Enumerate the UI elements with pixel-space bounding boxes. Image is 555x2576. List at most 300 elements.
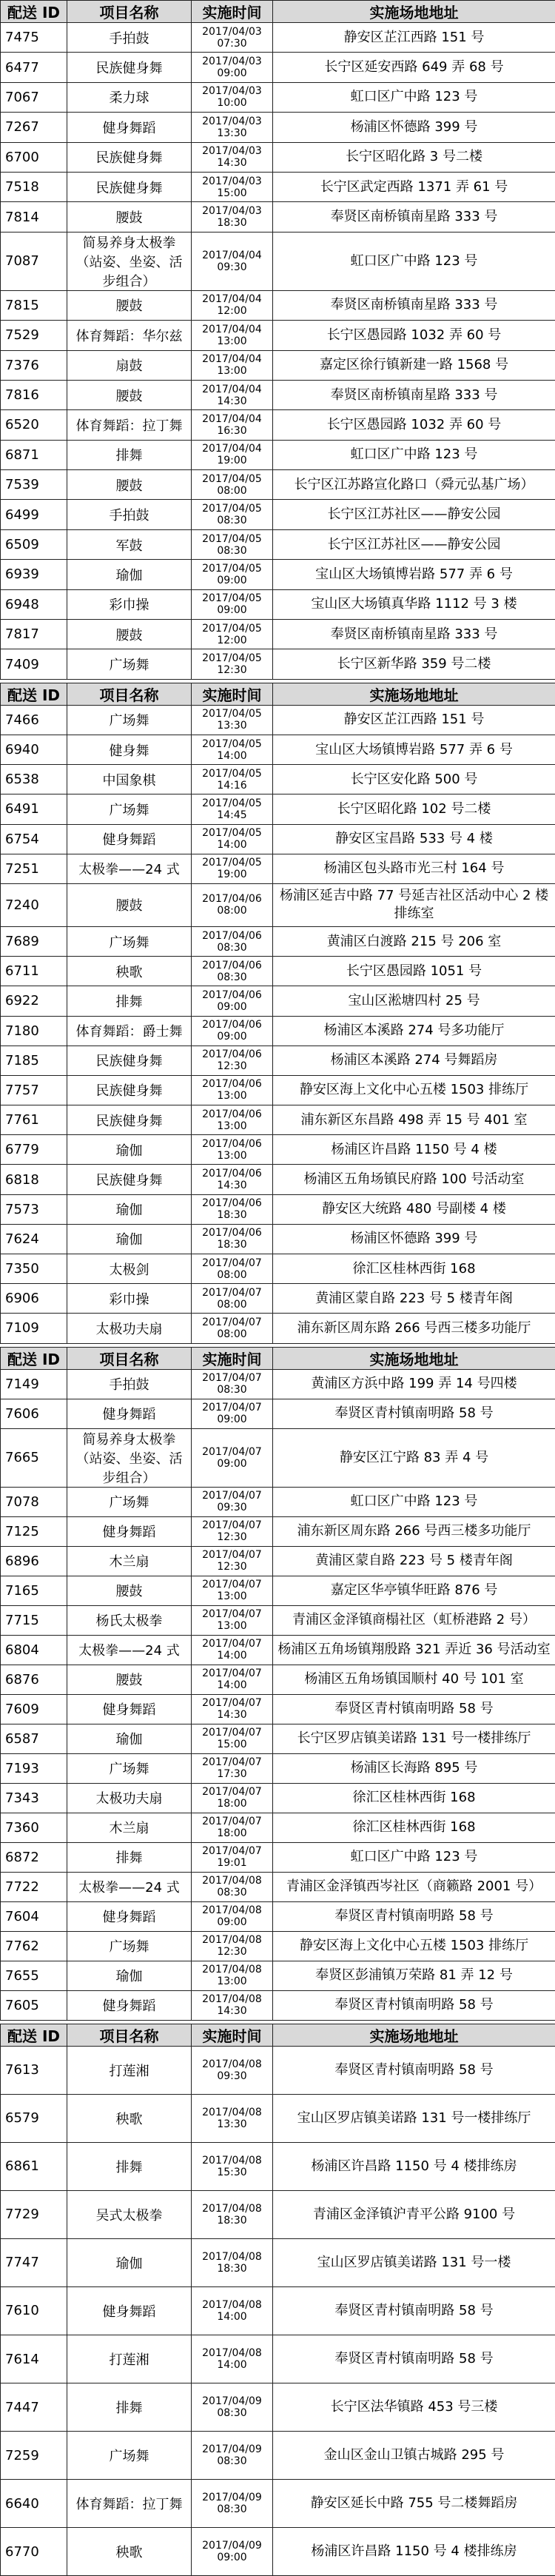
date-text: 2017/04/05 <box>196 473 268 485</box>
clock-text: 09:00 <box>196 1031 268 1043</box>
delivery-id-cell: 7747 <box>1 2238 67 2286</box>
time-cell <box>192 23 273 53</box>
time-cell <box>192 232 273 290</box>
delivery-id-cell: 7573 <box>1 1194 67 1224</box>
time-cell <box>192 290 273 320</box>
delivery-id-cell: 7762 <box>1 1931 67 1961</box>
address-cell: 虹口区广中路 123 号 <box>273 1842 555 1872</box>
address-cell: 徐汇区桂林西街 168 <box>273 1254 555 1284</box>
time-cell <box>192 957 273 986</box>
table-row <box>1 1016 555 1046</box>
address-cell: 长宁区愚园路 1032 弄 60 号 <box>273 321 555 350</box>
time-cell <box>192 1605 273 1635</box>
date-text: 2017/04/03 <box>196 145 268 157</box>
time-cell <box>192 1016 273 1046</box>
project-name-cell: 杨氏太极拳 <box>67 1605 192 1635</box>
address-cell: 静安区宝昌路 533 号 4 楼 <box>273 824 555 854</box>
delivery-id-cell: 6491 <box>1 794 67 824</box>
header-delivery-id: 配送 ID <box>1 683 67 705</box>
time-cell <box>192 560 273 589</box>
time-cell <box>192 82 273 112</box>
clock-text: 08:30 <box>196 515 268 526</box>
date-text: 2017/04/08 <box>196 2251 268 2263</box>
address-cell: 长宁区新华路 359 号二楼 <box>273 649 555 679</box>
time-cell <box>192 794 273 824</box>
table-row <box>1 765 555 794</box>
address-cell: 宝山区淞塘四村 25 号 <box>273 986 555 1016</box>
project-name-cell: 排舞 <box>67 1842 192 1872</box>
header-delivery-id: 配送 ID <box>1 1347 67 1369</box>
date-text: 2017/04/09 <box>196 2540 268 2552</box>
table-row <box>1 321 555 350</box>
date-text: 2017/04/07 <box>196 1638 268 1650</box>
header-address: 实施场地地址 <box>273 1347 555 1369</box>
delivery-id-cell: 6896 <box>1 1546 67 1576</box>
project-name-cell: 瑜伽 <box>67 560 192 589</box>
time-cell <box>192 1931 273 1961</box>
date-text: 2017/04/09 <box>196 2395 268 2407</box>
date-text: 2017/04/07 <box>196 1372 268 1384</box>
table-row <box>1 2335 555 2383</box>
clock-text: 16:30 <box>196 425 268 437</box>
table-row <box>1 1901 555 1931</box>
time-cell <box>192 410 273 440</box>
address-cell: 青浦区金泽镇西岑社区（商籁路 2001 号） <box>273 1872 555 1901</box>
table-row <box>1 1783 555 1813</box>
project-name-cell: 木兰扇 <box>67 1813 192 1842</box>
schedule-table <box>0 2024 555 2576</box>
delivery-id-cell: 7624 <box>1 1224 67 1254</box>
address-cell: 奉贤区南桥镇南星路 333 号 <box>273 290 555 320</box>
table-row <box>1 735 555 765</box>
time-cell <box>192 1046 273 1075</box>
time-cell <box>192 1783 273 1813</box>
address-cell: 长宁区延安西路 649 弄 68 号 <box>273 53 555 82</box>
header-address: 实施场地地址 <box>273 1 555 23</box>
clock-text: 15:00 <box>196 187 268 199</box>
project-name-cell: 太极拳——24 式 <box>67 1635 192 1665</box>
date-text: 2017/04/07 <box>196 1727 268 1739</box>
table-row <box>1 2432 555 2480</box>
project-name-cell: 民族健身舞 <box>67 53 192 82</box>
project-name-cell: 健身舞蹈 <box>67 1516 192 1546</box>
table-row <box>1 2142 555 2190</box>
project-name-cell: 手拍鼓 <box>67 23 192 53</box>
project-name-cell: 体育舞蹈：爵士舞 <box>67 1016 192 1046</box>
delivery-id-cell: 7529 <box>1 321 67 350</box>
table-row <box>1 926 555 956</box>
time-cell <box>192 202 273 232</box>
table-row <box>1 142 555 172</box>
time-cell <box>192 1075 273 1105</box>
table-row <box>1 1487 555 1516</box>
table-row <box>1 380 555 409</box>
delivery-id-cell: 7475 <box>1 23 67 53</box>
project-name-cell: 体育舞蹈：华尔兹 <box>67 321 192 350</box>
clock-text: 09:00 <box>196 1458 268 1470</box>
date-text: 2017/04/04 <box>196 250 268 261</box>
clock-text: 08:00 <box>196 1328 268 1340</box>
clock-text: 09:30 <box>196 2070 268 2082</box>
date-text: 2017/04/07 <box>196 1697 268 1709</box>
clock-text: 08:00 <box>196 485 268 497</box>
time-cell <box>192 2432 273 2480</box>
date-text: 2017/04/07 <box>196 1667 268 1679</box>
date-text: 2017/04/07 <box>196 1608 268 1620</box>
delivery-id-cell: 6499 <box>1 500 67 529</box>
delivery-id-cell: 7125 <box>1 1516 67 1546</box>
table-row <box>1 1665 555 1694</box>
project-name-cell: 健身舞蹈 <box>67 2286 192 2335</box>
project-name-cell: 健身舞蹈 <box>67 1694 192 1724</box>
date-text: 2017/04/03 <box>196 116 268 127</box>
address-cell: 青浦区金泽镇沪青平公路 9100 号 <box>273 2190 555 2238</box>
time-cell <box>192 172 273 201</box>
time-cell <box>192 2383 273 2432</box>
table-row <box>1 1254 555 1284</box>
clock-text: 08:00 <box>196 905 268 917</box>
date-text: 2017/04/06 <box>196 1019 268 1031</box>
project-name-cell: 瑜伽 <box>67 1724 192 1753</box>
clock-text: 13:00 <box>196 1090 268 1102</box>
table-row <box>1 957 555 986</box>
address-cell: 嘉定区华亭镇华旺路 876 号 <box>273 1576 555 1605</box>
project-name-cell: 腰鼓 <box>67 202 192 232</box>
address-cell: 宝山区罗店镇美诺路 131 号一楼 <box>273 2238 555 2286</box>
address-cell: 奉贤区青村镇南明路 58 号 <box>273 1694 555 1724</box>
table-row <box>1 1194 555 1224</box>
time-cell <box>192 1224 273 1254</box>
delivery-id-cell: 7655 <box>1 1961 67 1990</box>
address-cell: 杨浦区五角场镇国顺村 40 号 101 室 <box>273 1665 555 1694</box>
clock-text: 08:00 <box>196 1269 268 1281</box>
address-cell: 长宁区江苏社区——静安公园 <box>273 500 555 529</box>
time-cell <box>192 926 273 956</box>
project-name-cell: 民族健身舞 <box>67 1075 192 1105</box>
date-text: 2017/04/09 <box>196 2492 268 2503</box>
delivery-id-cell: 7180 <box>1 1016 67 1046</box>
address-cell: 黄浦区蒙自路 223 号 5 楼青年阁 <box>273 1284 555 1314</box>
address-cell: 奉贤区青村镇南明路 58 号 <box>273 1901 555 1931</box>
address-cell: 杨浦区五角场镇翔殷路 321 弄近 36 号活动室 <box>273 1635 555 1665</box>
project-name-cell: 简易养身太极拳（站姿、坐姿、活步组合） <box>67 1428 192 1487</box>
clock-text: 14:00 <box>196 1679 268 1691</box>
clock-text: 14:00 <box>196 2359 268 2371</box>
date-text: 2017/04/04 <box>196 353 268 365</box>
project-name-cell: 打莲湘 <box>67 2335 192 2383</box>
time-cell <box>192 1961 273 1990</box>
address-cell: 宝山区大场镇博岩路 577 弄 6 号 <box>273 560 555 589</box>
date-text: 2017/04/06 <box>196 1197 268 1209</box>
address-cell: 杨浦区怀德路 399 号 <box>273 113 555 142</box>
time-cell <box>192 1546 273 1576</box>
address-cell: 长宁区愚园路 1032 弄 60 号 <box>273 410 555 440</box>
table-row <box>1 23 555 53</box>
clock-text: 09:00 <box>196 1001 268 1013</box>
time-cell <box>192 1665 273 1694</box>
address-cell: 浦东新区周东路 266 号西三楼多功能厅 <box>273 1314 555 1343</box>
address-cell: 虹口区广中路 123 号 <box>273 440 555 469</box>
date-text: 2017/04/05 <box>196 503 268 515</box>
clock-text: 14:30 <box>196 1709 268 1721</box>
delivery-id-cell: 6587 <box>1 1724 67 1753</box>
date-text: 2017/04/05 <box>196 827 268 839</box>
address-cell: 奉贤区青村镇南明路 58 号 <box>273 2335 555 2383</box>
address-cell: 宝山区大场镇真华路 1112 号 3 楼 <box>273 589 555 619</box>
address-cell: 杨浦区五角场镇民府路 100 号活动室 <box>273 1165 555 1194</box>
delivery-id-cell: 6872 <box>1 1842 67 1872</box>
project-name-cell: 瑜伽 <box>67 1194 192 1224</box>
clock-text: 14:00 <box>196 750 268 762</box>
clock-text: 13:00 <box>196 1150 268 1162</box>
table-row <box>1 113 555 142</box>
address-cell: 浦东新区东昌路 498 弄 15 号 401 室 <box>273 1105 555 1135</box>
clock-text: 14:00 <box>196 2311 268 2323</box>
address-cell: 奉贤区青村镇南明路 58 号 <box>273 2046 555 2094</box>
time-cell <box>192 2190 273 2238</box>
date-text: 2017/04/08 <box>196 1964 268 1976</box>
date-text: 2017/04/05 <box>196 533 268 545</box>
time-cell <box>192 1105 273 1135</box>
time-cell <box>192 2286 273 2335</box>
clock-text: 19:01 <box>196 1857 268 1869</box>
table-row <box>1 500 555 529</box>
table-row <box>1 1516 555 1546</box>
table-row <box>1 1753 555 1783</box>
delivery-id-cell: 6948 <box>1 589 67 619</box>
date-text: 2017/04/07 <box>196 1402 268 1414</box>
time-cell <box>192 1813 273 1842</box>
table-row <box>1 589 555 619</box>
address-cell: 静安区延长中路 755 号二楼舞蹈房 <box>273 2480 555 2528</box>
date-text: 2017/04/03 <box>196 205 268 217</box>
header-project-name: 项目名称 <box>67 1 192 23</box>
table-row <box>1 1813 555 1842</box>
time-cell <box>192 986 273 1016</box>
project-name-cell: 瑜伽 <box>67 2238 192 2286</box>
time-cell <box>192 2142 273 2190</box>
address-cell: 奉贤区南桥镇南星路 333 号 <box>273 380 555 409</box>
project-name-cell: 木兰扇 <box>67 1546 192 1576</box>
date-text: 2017/04/05 <box>196 797 268 809</box>
time-cell <box>192 380 273 409</box>
delivery-id-cell: 7193 <box>1 1753 67 1783</box>
delivery-id-cell: 6922 <box>1 986 67 1016</box>
address-cell: 杨浦区怀德路 399 号 <box>273 1224 555 1254</box>
time-cell <box>192 2094 273 2142</box>
clock-text: 13:00 <box>196 1590 268 1602</box>
project-name-cell: 排舞 <box>67 986 192 1016</box>
table-row <box>1 1314 555 1343</box>
delivery-id-cell: 6579 <box>1 2094 67 2142</box>
table-row <box>1 883 555 926</box>
project-name-cell: 打莲湘 <box>67 2046 192 2094</box>
time-cell <box>192 2480 273 2528</box>
delivery-id-cell: 7722 <box>1 1872 67 1901</box>
clock-text: 13:00 <box>196 365 268 377</box>
address-cell: 长宁区法华镇路 453 号三楼 <box>273 2383 555 2432</box>
clock-text: 12:30 <box>196 1060 268 1072</box>
table-row <box>1 1990 555 2020</box>
delivery-id-cell: 7149 <box>1 1369 67 1399</box>
clock-text: 13:30 <box>196 720 268 732</box>
table-row <box>1 2094 555 2142</box>
address-cell: 杨浦区许昌路 1150 号 4 楼排练房 <box>273 2142 555 2190</box>
date-text: 2017/04/07 <box>196 1257 268 1269</box>
time-cell <box>192 854 273 883</box>
date-text: 2017/04/06 <box>196 1078 268 1090</box>
project-name-cell: 瑜伽 <box>67 1135 192 1165</box>
address-cell: 奉贤区南桥镇南星路 333 号 <box>273 620 555 649</box>
project-name-cell: 健身舞蹈 <box>67 1990 192 2020</box>
clock-text: 14:45 <box>196 809 268 821</box>
date-text: 2017/04/05 <box>196 623 268 635</box>
header-project-name: 项目名称 <box>67 2024 192 2046</box>
delivery-id-cell: 6876 <box>1 1665 67 1694</box>
date-text: 2017/04/03 <box>196 56 268 67</box>
table-header-row <box>1 2024 555 2046</box>
time-cell <box>192 1165 273 1194</box>
project-name-cell: 军鼓 <box>67 529 192 559</box>
delivery-id-cell: 7466 <box>1 705 67 735</box>
address-cell: 静安区芷江西路 151 号 <box>273 23 555 53</box>
address-cell: 徐汇区桂林西街 168 <box>273 1783 555 1813</box>
delivery-id-cell: 7665 <box>1 1428 67 1487</box>
table-row <box>1 202 555 232</box>
clock-text: 14:00 <box>196 1650 268 1662</box>
time-cell <box>192 2046 273 2094</box>
date-text: 2017/04/07 <box>196 1786 268 1798</box>
clock-text: 15:00 <box>196 1739 268 1750</box>
time-cell <box>192 620 273 649</box>
delivery-id-cell: 7816 <box>1 380 67 409</box>
header-project-name: 项目名称 <box>67 683 192 705</box>
table-row <box>1 649 555 679</box>
address-cell: 奉贤区青村镇南明路 58 号 <box>273 2286 555 2335</box>
address-cell: 宝山区大场镇博岩路 577 弄 6 号 <box>273 735 555 765</box>
delivery-id-cell: 7067 <box>1 82 67 112</box>
project-name-cell: 排舞 <box>67 2383 192 2432</box>
date-text: 2017/04/07 <box>196 1549 268 1561</box>
clock-text: 14:30 <box>196 395 268 407</box>
date-text: 2017/04/04 <box>196 413 268 425</box>
project-name-cell: 广场舞 <box>67 926 192 956</box>
time-cell <box>192 883 273 926</box>
table-row <box>1 470 555 500</box>
address-cell: 奉贤区南桥镇南星路 333 号 <box>273 202 555 232</box>
table-row <box>1 1635 555 1665</box>
table-row <box>1 1105 555 1135</box>
clock-text: 08:30 <box>196 545 268 557</box>
clock-text: 19:00 <box>196 869 268 880</box>
project-name-cell: 体育舞蹈：拉丁舞 <box>67 2480 192 2528</box>
date-text: 2017/04/07 <box>196 1756 268 1768</box>
delivery-id-cell: 6754 <box>1 824 67 854</box>
table-row <box>1 350 555 380</box>
table-row <box>1 705 555 735</box>
project-name-cell: 广场舞 <box>67 1931 192 1961</box>
project-name-cell: 民族健身舞 <box>67 1046 192 1075</box>
project-name-cell: 腰鼓 <box>67 620 192 649</box>
time-cell <box>192 1635 273 1665</box>
address-cell: 杨浦区许昌路 1150 号 4 楼排练房 <box>273 2528 555 2576</box>
date-text: 2017/04/05 <box>196 708 268 720</box>
project-name-cell: 健身舞蹈 <box>67 1399 192 1428</box>
project-name-cell: 健身舞蹈 <box>67 1901 192 1931</box>
project-name-cell: 体育舞蹈：拉丁舞 <box>67 410 192 440</box>
delivery-id-cell: 7109 <box>1 1314 67 1343</box>
project-name-cell: 腰鼓 <box>67 883 192 926</box>
clock-text: 12:30 <box>196 664 268 676</box>
address-cell: 静安区芷江西路 151 号 <box>273 705 555 735</box>
table-row <box>1 1694 555 1724</box>
table-row <box>1 1135 555 1165</box>
schedule-table <box>0 0 555 680</box>
project-name-cell: 健身舞蹈 <box>67 113 192 142</box>
project-name-cell: 手拍鼓 <box>67 500 192 529</box>
table-row <box>1 1842 555 1872</box>
clock-text: 18:00 <box>196 1798 268 1810</box>
date-text: 2017/04/07 <box>196 1845 268 1857</box>
date-text: 2017/04/08 <box>196 1934 268 1946</box>
clock-text: 08:30 <box>196 942 268 954</box>
time-cell <box>192 1487 273 1516</box>
project-name-cell: 腰鼓 <box>67 470 192 500</box>
address-cell: 奉贤区彭浦镇万荣路 81 弄 12 号 <box>273 1961 555 1990</box>
project-name-cell: 太极拳——24 式 <box>67 1872 192 1901</box>
date-text: 2017/04/07 <box>196 1490 268 1502</box>
address-cell: 长宁区江苏路宣化路口（舜元弘基广场） <box>273 470 555 500</box>
project-name-cell: 秧歌 <box>67 957 192 986</box>
clock-text: 09:30 <box>196 1502 268 1513</box>
time-cell <box>192 589 273 619</box>
header-time: 实施时间 <box>192 1347 273 1369</box>
address-cell: 虹口区广中路 123 号 <box>273 82 555 112</box>
delivery-id-cell: 7757 <box>1 1075 67 1105</box>
delivery-id-cell: 7817 <box>1 620 67 649</box>
clock-text: 14:16 <box>196 780 268 792</box>
time-cell <box>192 1314 273 1343</box>
project-name-cell: 太极剑 <box>67 1254 192 1284</box>
delivery-id-cell: 7087 <box>1 232 67 290</box>
clock-text: 14:00 <box>196 839 268 851</box>
delivery-id-cell: 6477 <box>1 53 67 82</box>
date-text: 2017/04/04 <box>196 293 268 305</box>
delivery-id-cell: 6779 <box>1 1135 67 1165</box>
table-row <box>1 1369 555 1399</box>
clock-text: 14:30 <box>196 157 268 169</box>
delivery-id-cell: 7729 <box>1 2190 67 2238</box>
project-name-cell: 腰鼓 <box>67 290 192 320</box>
table-row <box>1 1576 555 1605</box>
table-row <box>1 2286 555 2335</box>
address-cell: 长宁区罗店镇美诺路 131 号一楼排练厅 <box>273 1724 555 1753</box>
address-cell: 长宁区昭化路 3 号二楼 <box>273 142 555 172</box>
address-cell: 虹口区广中路 123 号 <box>273 1487 555 1516</box>
delivery-id-cell: 6804 <box>1 1635 67 1665</box>
header-address: 实施场地地址 <box>273 683 555 705</box>
clock-text: 09:00 <box>196 67 268 79</box>
time-cell <box>192 142 273 172</box>
project-name-cell: 瑜伽 <box>67 1224 192 1254</box>
time-cell <box>192 440 273 469</box>
time-cell <box>192 1369 273 1399</box>
date-text: 2017/04/06 <box>196 1168 268 1180</box>
project-name-cell: 太极拳——24 式 <box>67 854 192 883</box>
time-cell <box>192 113 273 142</box>
header-time: 实施时间 <box>192 2024 273 2046</box>
date-text: 2017/04/08 <box>196 2299 268 2311</box>
